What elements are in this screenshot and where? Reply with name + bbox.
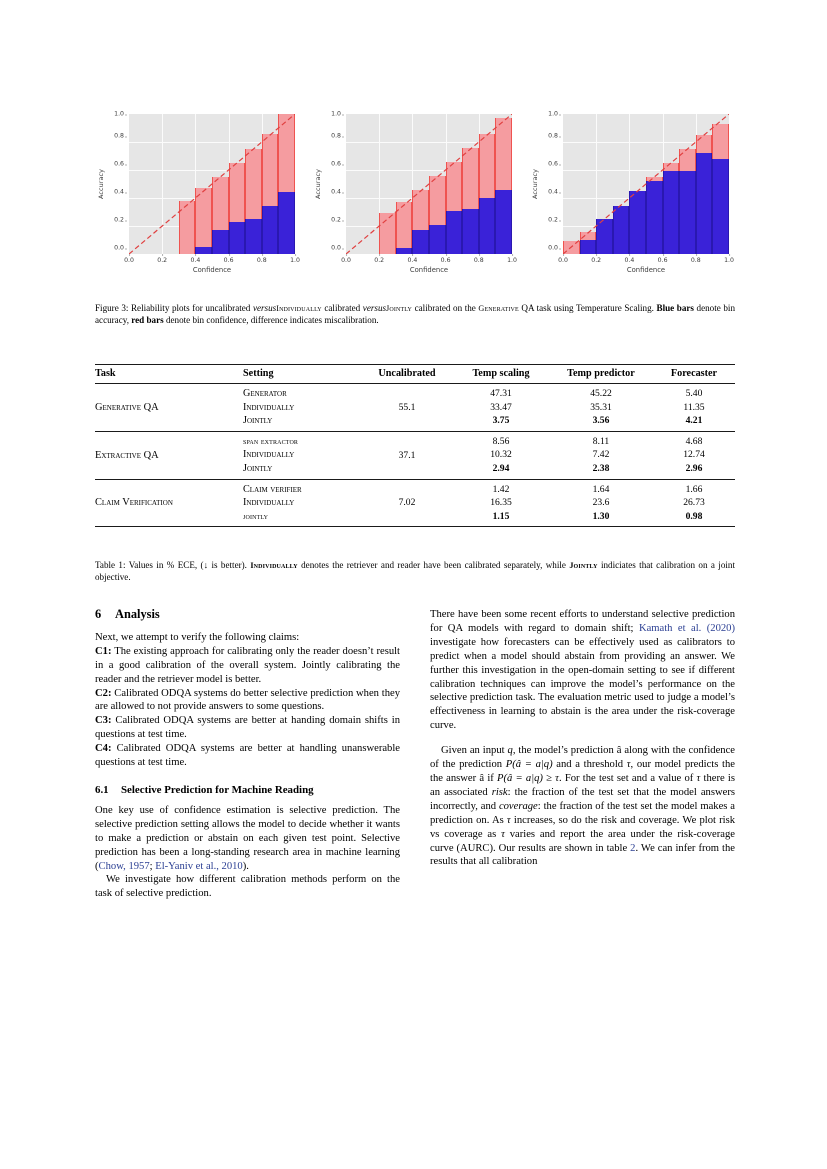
value: 11.35 (683, 401, 705, 413)
blue-bar (462, 209, 479, 254)
table-reference-link[interactable]: 2 (630, 842, 636, 854)
paper-page (95, 0, 735, 1169)
blue-bar (212, 230, 229, 254)
cell-temp-scaling (453, 431, 549, 479)
y-tick: 0.0 (548, 244, 558, 252)
setting-label: Claim verifier (243, 483, 302, 495)
value: 4.68 (685, 435, 703, 447)
blue-bar (679, 171, 696, 254)
blue-bar (613, 206, 630, 254)
x-tick: 0.4 (407, 257, 418, 264)
x-tick: 0.6 (223, 257, 234, 264)
reliability-plot-individually (312, 108, 518, 284)
y-tick: 0.2 (114, 216, 124, 224)
plot-area-3 (563, 114, 729, 254)
column-header-forecaster: Forecaster (670, 368, 718, 379)
y-tick: 0.6 (548, 160, 558, 168)
value: 2.38 (592, 462, 610, 474)
blue-bar (429, 225, 446, 254)
subsection-heading-selective-prediction (95, 784, 400, 798)
y-axis-ticks-3 (539, 108, 561, 260)
setting-label: span extractor (243, 435, 299, 446)
table-row-group-claim-verification (95, 479, 735, 527)
citation-link-kamath[interactable]: Kamath et al. (2020) (638, 622, 735, 634)
subsection-title: Selective Prediction for Machine Reading (121, 783, 314, 796)
y-tick: 1.0 (114, 110, 124, 118)
x-tick: 0.4 (624, 257, 635, 264)
cell-settings (243, 384, 361, 432)
y-tick: 0.2 (331, 216, 341, 224)
value: 10.32 (490, 449, 512, 461)
x-tick: 0.6 (440, 257, 451, 264)
body-column-right (430, 608, 735, 869)
claim-label-c3: C3: (95, 715, 112, 727)
value: 3.75 (492, 415, 510, 427)
blue-bar (278, 192, 295, 254)
x-tick: 1.0 (724, 257, 734, 264)
x-axis-ticks-1 (124, 254, 300, 266)
value: 16.35 (490, 497, 512, 509)
blue-bar (229, 222, 246, 254)
cell-task: Claim Verification (95, 497, 173, 509)
blue-bar (479, 198, 496, 254)
value: 45.22 (590, 388, 612, 399)
y-tick: 0.0 (331, 244, 341, 252)
x-tick: 0.4 (190, 257, 201, 264)
cell-temp-predictor (549, 431, 653, 479)
value: 12.74 (683, 449, 705, 461)
blue-bar (712, 159, 729, 254)
setting-label: Jointly (243, 415, 273, 427)
x-tick: 0.0 (124, 257, 134, 264)
paragraph-selective-prediction: One key use of confidence estimation is selective prediction. The selective prediction setting allows the model to decide whether it wants to make a prediction or abstain on each given test point. Selective prediction has been a long-standing research area in machine learning (Chow, 1957; El-Yaniv et al., 2010). (95, 804, 400, 872)
column-header-task: Task (95, 368, 116, 379)
value: 7.42 (592, 449, 610, 461)
blue-bar (646, 181, 663, 254)
y-tick: 0.6 (331, 160, 341, 168)
figure-caption-label: Figure 3: (95, 303, 129, 313)
paragraph-c2: C2: Calibrated ODQA systems do better selective prediction when they are allowed to not provide answers to some questions. (95, 687, 400, 713)
formula-confidence: P(â = a|q) (505, 759, 553, 771)
cell-temp-scaling (453, 479, 549, 527)
setting-label: Individually (243, 401, 295, 413)
setting-label: jointly (243, 510, 269, 521)
y-tick: 0.8 (331, 132, 341, 140)
blue-bar (446, 211, 463, 254)
cell-task: Extractive QA (95, 449, 159, 461)
subsection-number: 6.1 (95, 783, 109, 796)
blue-bar (262, 206, 279, 254)
claim-label-c2: C2: (95, 687, 112, 699)
cell-settings (243, 479, 361, 527)
x-axis-label-2: Confidence (409, 266, 449, 274)
value: 2.96 (685, 462, 703, 474)
setting-label: Generator (243, 388, 287, 399)
x-axis-ticks-2 (341, 254, 517, 266)
x-tick: 1.0 (290, 257, 300, 264)
table-header-row (95, 365, 735, 384)
x-axis-ticks-3 (558, 254, 734, 266)
cell-forecaster (653, 431, 735, 479)
value: 1.66 (685, 483, 703, 495)
table-row-group-extractive-qa (95, 431, 735, 479)
table-caption: Table 1: Values in % ECE, (↓ is better). Individually denotes the retriever and reader have been calibrated separately, while Jointly indiciates that calibration on a joint objective. (95, 560, 735, 582)
x-tick: 0.0 (341, 257, 351, 264)
y-tick: 0.0 (114, 244, 124, 252)
y-axis-ticks-1 (105, 108, 127, 260)
red-bar (179, 201, 196, 254)
plot-area-2 (346, 114, 512, 254)
paragraph-risk-coverage: Given an input q, the model’s prediction â along with the confidence of the prediction P(â = a|q) and a threshold τ, our model predicts the the answer â if P(â = a|q) ≥ τ. For the test set and a value of τ there is an associated risk: the fraction of the test set that the model answers incorrectly, and coverage: the fraction of the test set the model makes a prediction on. As τ increases, so do the risk and coverage. We plot risk vs coverage as τ varies and report the area under the risk-coverage curve (AURC). Our results are shown in table 2. We can infer from the results that all calibration (430, 745, 735, 868)
x-axis-label-1: Confidence (192, 266, 232, 274)
y-tick: 0.8 (114, 132, 124, 140)
cell-temp-predictor (549, 384, 653, 432)
cell-task: Generative QA (95, 401, 159, 413)
value: 1.64 (592, 483, 610, 495)
section-number: 6 (95, 607, 102, 621)
citation-link-chow[interactable]: Chow, 1957 (98, 860, 150, 872)
value: 23.6 (592, 497, 610, 509)
red-bar (396, 202, 413, 254)
y-axis-label-text-1: Accuracy (97, 169, 106, 199)
figure-3 (95, 108, 735, 284)
x-axis-label-3: Confidence (626, 266, 666, 274)
blue-bar (195, 247, 212, 254)
paragraph-c1: C1: The existing approach for calibrating only the reader doesn’t result in a good calibration of the overall system. Jointly calibrating the reader and the retriever model is better. (95, 645, 400, 685)
value: 0.98 (685, 510, 703, 522)
plot-area-1 (129, 114, 295, 254)
y-tick: 0.8 (548, 132, 558, 140)
setting-label: Individually (243, 449, 295, 461)
value: 26.73 (683, 497, 705, 509)
paragraph-c3: C3: Calibrated ODQA systems are better at handing domain shifts in questions at test time. (95, 715, 400, 741)
column-header-setting: Setting (243, 368, 274, 379)
value: 33.47 (490, 401, 512, 413)
column-header-temp-predictor: Temp predictor (567, 368, 635, 379)
y-tick: 0.2 (548, 216, 558, 224)
x-tick: 0.8 (256, 257, 267, 264)
x-tick: 0.2 (157, 257, 168, 264)
x-tick: 0.2 (374, 257, 385, 264)
value: 8.56 (492, 435, 510, 447)
y-axis-ticks-2 (322, 108, 344, 260)
y-tick: 1.0 (331, 110, 341, 118)
blue-bar (696, 153, 713, 254)
value: 2.94 (492, 462, 510, 474)
section-title: Analysis (115, 607, 160, 621)
x-tick: 0.8 (473, 257, 484, 264)
figure-caption: Figure 3: Reliability plots for uncalibrated versusIndividually calibrated versusJointly calibrated on the Generative QA task using Temperature Scaling. Blue bars denote bin accuracy, red bars denote bin confidence, difference indicates miscalibration. (95, 303, 735, 325)
red-bar (195, 188, 212, 254)
x-tick: 1.0 (507, 257, 517, 264)
paragraph-claims-intro: Next, we attempt to verify the following claims: (95, 631, 300, 643)
value: 5.40 (685, 388, 703, 399)
x-tick: 0.8 (690, 257, 701, 264)
y-tick: 0.6 (114, 160, 124, 168)
paragraph-c4: C4: Calibrated ODQA systems are better at handling unanswerable questions at test time. (95, 743, 400, 769)
value: 3.56 (592, 415, 610, 427)
blue-bar (412, 230, 429, 254)
x-tick: 0.6 (657, 257, 668, 264)
blue-bar (663, 171, 680, 254)
reliability-plot-uncalibrated (95, 108, 301, 284)
blue-bar (580, 240, 597, 254)
claim-label-c1: C1: (95, 645, 112, 657)
y-axis-label-text-2: Accuracy (314, 169, 323, 199)
cell-temp-predictor (549, 479, 653, 527)
column-header-uncalibrated: Uncalibrated (378, 368, 436, 379)
setting-label: Jointly (243, 462, 273, 474)
y-tick: 0.4 (114, 188, 124, 196)
paragraph-recent-efforts: There have been some recent efforts to understand selective prediction for QA models with regard to domain shift; Kamath et al. (2020) investigate how forecasters can be effectively used as calibrators to predict when a model should abstain from providing an answer. We further this investigation in the open-domain setting to see if different calibration techniques can improve the model’s performance on the selective prediction task. The evaluation metric used to judge a model’s effectiveness in learning to abstain is the area under the risk-coverage curve. (430, 609, 735, 732)
value: 4.21 (685, 415, 703, 427)
cell-uncalibrated: 37.1 (398, 449, 416, 461)
cell-uncalibrated: 55.1 (398, 401, 416, 413)
value: 35.31 (590, 401, 612, 413)
citation-link-elyaniv[interactable]: El-Yaniv et al., 2010 (155, 860, 243, 872)
cell-forecaster (653, 384, 735, 432)
cell-uncalibrated: 7.02 (398, 497, 416, 509)
blue-bar (629, 191, 646, 254)
section-heading-analysis (95, 608, 400, 622)
table-bottom-rule (95, 527, 735, 528)
red-bar (379, 213, 396, 254)
x-tick: 0.2 (591, 257, 602, 264)
value: 1.15 (492, 510, 510, 522)
value: 1.42 (492, 483, 510, 495)
cell-temp-scaling (453, 384, 549, 432)
paragraph-investigate: We investigate how different calibration methods perform on the task of selective prediction. (95, 874, 400, 900)
y-tick: 0.4 (548, 188, 558, 196)
body-column-left (95, 608, 400, 901)
claim-label-c4: C4: (95, 743, 112, 755)
y-axis-label-text-3: Accuracy (531, 169, 540, 199)
table-caption-label: Table 1: (95, 560, 126, 570)
value: 8.11 (592, 435, 610, 447)
table-row-group-generative-qa (95, 384, 735, 432)
y-tick: 0.4 (331, 188, 341, 196)
cell-settings (243, 431, 361, 479)
value: 47.31 (490, 388, 512, 399)
formula-threshold: P(â = a|q) ≥ τ (497, 772, 559, 784)
x-tick: 0.0 (558, 257, 568, 264)
blue-bar (596, 219, 613, 254)
results-table (95, 364, 735, 527)
red-bar (563, 241, 580, 254)
reliability-plot-jointly (529, 108, 735, 284)
blue-bar (495, 190, 512, 254)
cell-forecaster (653, 479, 735, 527)
setting-label: Individually (243, 497, 295, 509)
value: 1.30 (592, 510, 610, 522)
blue-bar (245, 219, 262, 254)
y-tick: 1.0 (548, 110, 558, 118)
column-header-temp-scaling: Temp scaling (472, 368, 530, 379)
